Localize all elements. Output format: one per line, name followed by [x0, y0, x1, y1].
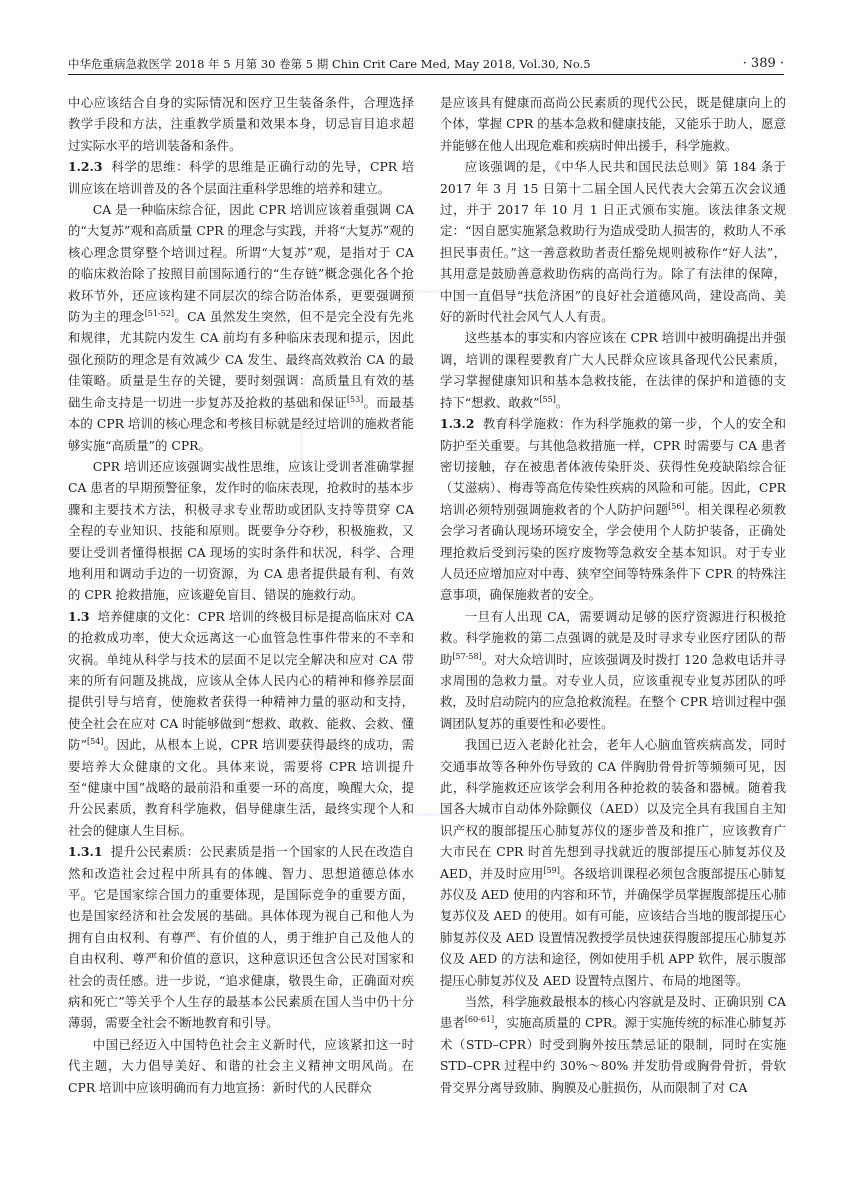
running-header [68, 54, 784, 75]
text-run: 。 [555, 394, 569, 410]
section-text: 培养健康的文化：CPR 培训的终极目标是提高临床对 CA 的抢救成功率，使大众远离这一心血管急性事件带来的不幸和灾祸。单纯从科学与技术的层面不足以完全解决和应对 CA 带来的所有问题及挑战，应该从全体人民内心的精神和修养层面提供引导与培育，使施救者获得一种精神力量的驱动和支持，使全社会在应对 CA 时能够做到“想救、敢救、能救、会救、懂防” [68, 608, 414, 753]
citation-ref: [53] [346, 394, 364, 404]
text-run: 。而最基本的 CPR 培训的核心理念和考核目标就是经过培训的施救者能够实施“高质量”的 CPR。 [68, 394, 415, 453]
text-run: 。CA 虽然发生突然，但不是完全没有先兆和规律，尤其院内发生 CA 前均有多种临床表现和提示，因此强化预防的理念是有效减少 CA 发生、最终高效救治 CA 的最佳策略。质量是生存的关键，要时刻强调：高质量且有效的基础生命支持是一切进一步复苏及抢救的基础和保证 [68, 309, 415, 410]
text-run: 。各级培训课程必须包含腹部提压心肺复苏仪及 AED 使用的内容和环节，并确保学员掌握腹部提压心肺复苏仪及 AED 的使用。如有可能，应该结合当地的腹部提压心肺复苏仪及 AED 设置情况教授学员快速获得腹部提压心肺复苏仪及 AED 的方法和途径，例如使用手机 APP 软件，展示腹部提压心肺复苏仪及 AED 设置特点图片、布局的地图等。 [440, 865, 786, 988]
paragraph [68, 199, 414, 456]
section-1-3-1 [68, 841, 414, 1034]
text-run: 当然，科学施救最根本的核心内容就是及时、正确识别 CA 患者 [440, 994, 786, 1031]
right-column [440, 92, 786, 1098]
section-text: 提升公民素质：公民素质是指一个国家的人民在改造自然和改造社会过程中所具有的体魄、智力、思想道德总体水平。它是国家综合国力的重要体现，是国际竞争的重要方面，也是国家经济和社会发展的基础。具体体现为视自己和他人为拥有自由权利、有尊严、有价值的人，勇于维护自己及他人的自由权利、尊严和价值的意识，这种意识还包含公民对国家和社会的责任感。进一步说，“追求健康，敬畏生命，正确面对疾病和死亡”等关乎个人生存的最基本公民素质在国人当中仍十分薄弱，需要全社会不断地教育和引导。 [68, 844, 415, 1031]
paragraph [440, 991, 786, 1098]
section-number: 1.3.2 [440, 416, 475, 432]
section-1-3-2 [440, 413, 786, 606]
section-text: 科学的思维：科学的思维是正确行动的先导，CPR 培训应该在培训普及的各个层面注重科学思维的培养和建立。 [68, 159, 414, 196]
text-run: 我国已迈入老龄化社会，老年人心脑血管疾病高发，同时交通事故等各种外伤导致的 CA 伴胸肋骨骨折等频频可见，因此，科学施救还应该学会利用各种抢救的装备和器械。随着我国各大城市自动体外除颤仪（AED）以及完全具有我国自主知识产权的腹部提压心肺复苏仪的逐步普及和推广，应该教育广大市民在 CPR 时首先想到寻找就近的腹部提压心肺复苏仪及 AED，并及时应用 [440, 737, 786, 881]
section-1-2-3 [68, 156, 414, 199]
section-text: 。相关课程必须教会学习者确认现场环境安全，学会使用个人防护装备，正确处理抢救后受到污染的医疗废物等急救安全基本知识。对于专业人员还应增加应对中毒、狭窄空间等特殊条件下 CPR 的特殊注意事项，确保施救者的安全。 [440, 501, 787, 603]
citation-ref: [60-61] [464, 1015, 495, 1025]
section-number: 1.3.1 [68, 844, 103, 860]
paragraph: 是应该具有健康而高尚公民素质的现代公民，既是健康向上的个体，掌握 CPR 的基本急救和健康技能，又能乐于助人，愿意并能够在他人出现危难和疾病时伸出援手，科学施救。 [440, 95, 786, 153]
left-column [68, 92, 414, 1098]
text-run: CA 是一种临床综合征，因此 CPR 培训应该着重强调 CA 的“大复苏”观和高质量 CPR 的理念与实践，并将“大复苏”观的核心理念贯穿整个培训过程。所谓“大复苏”观，是指对于 CA 的临床救治除了按照目前国际通行的“生存链”概念强化各个抢救环节外，还应该构建不同层次的综合防治体系，更要强调预防为主的理念 [68, 202, 414, 325]
paragraph [440, 327, 786, 413]
text-run: ，实施高质量的 CPR。源于实施传统的标准心肺复苏术（STD–CPR）时受到胸外按压禁忌证的限制，同时在实施 STD–CPR 过程中约 30%～80% 并发肋骨或胸骨骨折，骨软骨交界分离导致肺、胸膜及心脏损伤，从而限制了对 CA [440, 1015, 787, 1095]
citation-ref: [54] [87, 737, 104, 747]
paragraph [440, 734, 786, 991]
text-run: 一旦有人出现 CA，需要调动足够的医疗资源进行积极抢救。科学施救的第二点强调的就是及时寻求专业医疗团队的帮助 [440, 608, 786, 667]
journal-citation: 中华危重病急救医学 2018 年 5 月第 30 卷第 5 期 Chin Crit Care Med, May 2018, Vol.30, No.5 [68, 57, 591, 71]
citation-ref: [57-58] [452, 651, 482, 661]
text-run: 。对大众培训时，应该强调及时拨打 120 急救电话并寻求周围的急救力量。对专业人员，应该重视专业复苏团队的呼救，及时启动院内的应急抢救流程。在整个 CPR 培训过程中强调团队复苏的重要性和必要性。 [440, 651, 787, 731]
citation-ref: [56] [668, 501, 685, 511]
citation-ref: [59] [543, 865, 560, 875]
paragraph [440, 606, 786, 734]
section-number: 1.3 [68, 608, 90, 624]
section-number: 1.2.3 [68, 159, 103, 175]
page-number: · 389 · [742, 56, 784, 71]
paragraph: 中心应该结合自身的实际情况和医疗卫生装备条件，合理选择教学手段和方法，注重教学质量和效果本身，切忌盲目追求超过实际水平的培训装备和条件。 [68, 95, 414, 153]
section-1-3 [68, 606, 414, 841]
citation-ref: [55] [539, 394, 556, 404]
paragraph: CPR 培训还应该强调实战性思维，应该让受训者准确掌握 CA 患者的早期预警征象，发作时的临床表现，抢救时的基本步骤和主要技术方法，积极寻求专业帮助或团队支持等贯穿 CA 全程的专业知识、技能和原则。既要争分夺秒，积极施救，又要让受训者懂得根据 CA 现场的实时条件和状况，科学、合理地利用和调动手边的一切资源，为 CA 患者提供最有利、有效的 CPR 抢救措施，应该避免盲目、错误的施救行动。 [68, 458, 414, 603]
text-run: 这些基本的事实和内容应该在 CPR 培训中被明确提出并强调，培训的课程要教育广大人民群众应该具备现代公民素质，学习掌握健康知识和基本急救技能，在法律的保护和道德的支持下“想救、敢救” [440, 330, 786, 410]
paragraph: 中国已经迈入中国特色社会主义新时代，应该紧扣这一时代主题，大力倡导美好、和谐的社会主义精神文明风尚。在 CPR 培训中应该明确而有力地宣扬：新时代的人民群众 [68, 1036, 414, 1095]
section-text: 教育科学施救：作为科学施救的第一步，个人的安全和防护至关重要。与其他急救措施一样，CPR 时需要与 CA 患者密切接触，存在被患者体液传染肝炎、获得性免疫缺陷综合征（艾滋病）、梅毒等高危传染性疾病的风险和可能。因此，CPR 培训必须特别强调施救者的个人防护问题 [440, 416, 787, 517]
section-text: 。因此，从根本上说，CPR 培训要获得最终的成功，需要培养大众健康的文化。具体来说，需要将 CPR 培训提升至“健康中国”战略的最前沿和重要一环的高度，唤醒大众，提升公民素质，教育科学施救，倡导健康生活，最终实现个人和社会的健康人生目标。 [68, 737, 414, 838]
citation-ref: [51-52] [144, 308, 174, 318]
paragraph: 应该强调的是，《中华人民共和国民法总则》第 184 条于 2017 年 3 月 15 日第十二届全国人民代表大会第五次会议通过，并于 2017 年 10 月 1 日正式颁布实施。该法律条文规定：“因自愿实施紧急救助行为造成受助人损害的，救助人不承担民事责任。”这一善意救助者责任豁免规则被称作“好人法”，其用意是鼓励善意救助伤病的高尚行为。除了有法律的保障，中国一直倡导“扶危济困”的良好社会道德风尚，建设高尚、美好的新时代社会风气人人有责。 [440, 159, 786, 325]
